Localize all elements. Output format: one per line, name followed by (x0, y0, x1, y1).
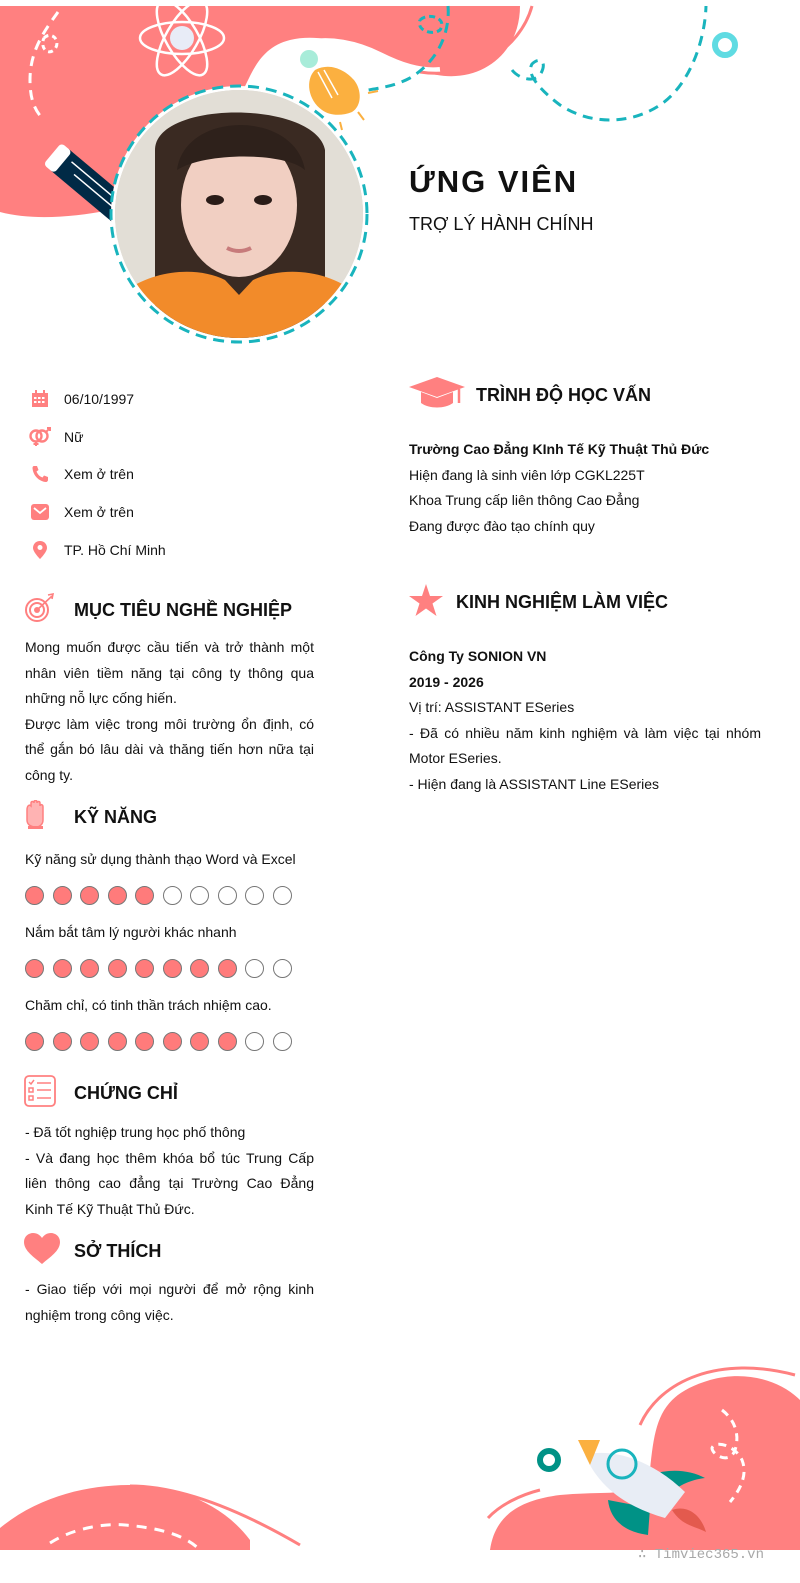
rating-dot-filled (108, 1032, 127, 1051)
contact-email (28, 493, 328, 531)
rating-dot-filled (25, 959, 44, 978)
skill-label: Kỹ năng sử dụng thành thạo Word và Excel (25, 851, 296, 867)
objective-heading (24, 593, 292, 628)
work-position: Vị trí: ASSISTANT ESeries (409, 699, 575, 716)
rating-dot-filled (108, 886, 127, 905)
education-title: TRÌNH ĐỘ HỌC VẤN (476, 385, 651, 405)
rating-dot-filled (135, 1032, 154, 1051)
rating-dot-filled (218, 1032, 237, 1051)
heart-icon (24, 1233, 74, 1270)
rating-dot-empty (273, 886, 292, 905)
certificate-line: - Đã tốt nghiệp trung học phố thông (25, 1124, 246, 1140)
phone-icon (28, 463, 52, 485)
watermark: ∴ Timviec365.vn (637, 1547, 764, 1563)
phone-value: Xem ở trên (64, 466, 134, 483)
star-icon (409, 584, 456, 621)
email-value: Xem ở trên (64, 503, 134, 520)
rating-dot-filled (135, 886, 154, 905)
rating-dot-filled (80, 1032, 99, 1051)
rating-dot-filled (53, 1032, 72, 1051)
hobbies-heading (24, 1233, 161, 1270)
rating-dot-empty (163, 886, 182, 905)
experience-heading (409, 584, 668, 621)
rating-dot-filled (135, 959, 154, 978)
education-content (409, 437, 761, 539)
rating-dot-filled (25, 1032, 44, 1051)
education-line: Hiện đang là sinh viên lớp CGKL225T (409, 466, 645, 483)
skills-heading (24, 800, 157, 835)
school-name: Trường Cao Đẳng KInh Tế Kỹ Thuật Thủ Đức (409, 441, 710, 457)
objective-line: Mong muốn được cầu tiến và trở thành một nhân viên tiềm năng tại công ty thông qua những nỗ lực cống hiến. (25, 639, 314, 707)
skill-rating (25, 886, 292, 905)
hobbies-title: SỞ THÍCH (74, 1241, 162, 1261)
contact-phone (28, 455, 328, 493)
certificates-title: CHỨNG CHỈ (74, 1083, 178, 1103)
contact-gender (28, 418, 328, 456)
rating-dot-filled (190, 1032, 209, 1051)
gender-value: Nữ (64, 428, 84, 445)
hobbies-text (25, 1277, 314, 1328)
footer-decoration (0, 1340, 800, 1550)
rating-dot-filled (53, 959, 72, 978)
avatar (115, 90, 363, 338)
contact-birthday (28, 380, 328, 418)
graduation-cap-icon (409, 377, 476, 414)
location-value: TP. Hồ Chí Minh (64, 541, 166, 558)
rating-dot-filled (190, 959, 209, 978)
rating-dot-filled (25, 886, 44, 905)
rating-dot-empty (273, 1032, 292, 1051)
hobby-line: - Giao tiếp với mọi người để mở rộng kinh nghiệm trong công việc. (25, 1281, 314, 1323)
education-line: Đang được đào tạo chính quy (409, 517, 595, 534)
rating-dot-filled (218, 959, 237, 978)
checklist-icon (24, 1075, 74, 1112)
hand-icon (24, 800, 74, 835)
education-line: Khoa Trung cấp liên thông Cao Đẳng (409, 492, 640, 509)
company-name: Công Ty SONION VN (409, 648, 547, 664)
education-heading (409, 377, 651, 414)
rating-dot-filled (53, 886, 72, 905)
candidate-name: ỨNG VIÊN (409, 164, 579, 199)
objective-text (25, 635, 314, 789)
calendar-icon (28, 388, 52, 410)
target-icon (24, 593, 74, 628)
objective-title: MỤC TIÊU NGHỀ NGHIỆP (74, 600, 293, 620)
job-title: TRỢ LÝ HÀNH CHÍNH (409, 214, 594, 234)
certificates-text (25, 1120, 314, 1222)
rating-dot-filled (108, 959, 127, 978)
experience-content (409, 644, 761, 798)
skills-title: KỸ NĂNG (74, 807, 158, 827)
contact-info (28, 380, 328, 568)
rating-dot-empty (245, 959, 264, 978)
work-period: 2019 - 2026 (409, 673, 484, 690)
rating-dot-empty (190, 886, 209, 905)
birthday-value: 06/10/1997 (64, 390, 135, 407)
experience-line: - Hiện đang là ASSISTANT Line ESeries (409, 775, 660, 792)
rating-dot-filled (80, 959, 99, 978)
certificates-heading (24, 1075, 178, 1112)
objective-line: Được làm việc trong môi trường ổn định, có thể gắn bó lâu dài và thăng tiến hơn nữa tại công ty. (25, 715, 314, 783)
rating-dot-empty (245, 886, 264, 905)
gender-icon (28, 426, 52, 448)
rating-dot-filled (80, 886, 99, 905)
rating-dot-filled (163, 1032, 182, 1051)
skill-rating (25, 959, 292, 978)
experience-title: KINH NGHIỆM LÀM VIỆC (456, 592, 669, 612)
avatar-frame (107, 82, 371, 346)
rating-dot-filled (163, 959, 182, 978)
rating-dot-empty (273, 959, 292, 978)
experience-line: - Đã có nhiều năm kinh nghiệm và làm việc tại nhóm Motor ESeries. (409, 724, 761, 767)
skill-rating (25, 1032, 292, 1051)
certificate-line: - Và đang học thêm khóa bổ túc Trung Cấp liên thông cao đẳng tại Trường Cao Đẳng Kinh Tế Kỹ Thuật Thủ Đức. (25, 1149, 314, 1217)
skill-label: Nắm bắt tâm lý người khác nhanh (25, 924, 237, 940)
skill-label: Chăm chỉ, có tinh thần trách nhiệm cao. (25, 997, 272, 1013)
rating-dot-empty (245, 1032, 264, 1051)
location-icon (28, 539, 52, 561)
rating-dot-empty (218, 886, 237, 905)
email-icon (28, 501, 52, 523)
contact-location (28, 531, 328, 569)
